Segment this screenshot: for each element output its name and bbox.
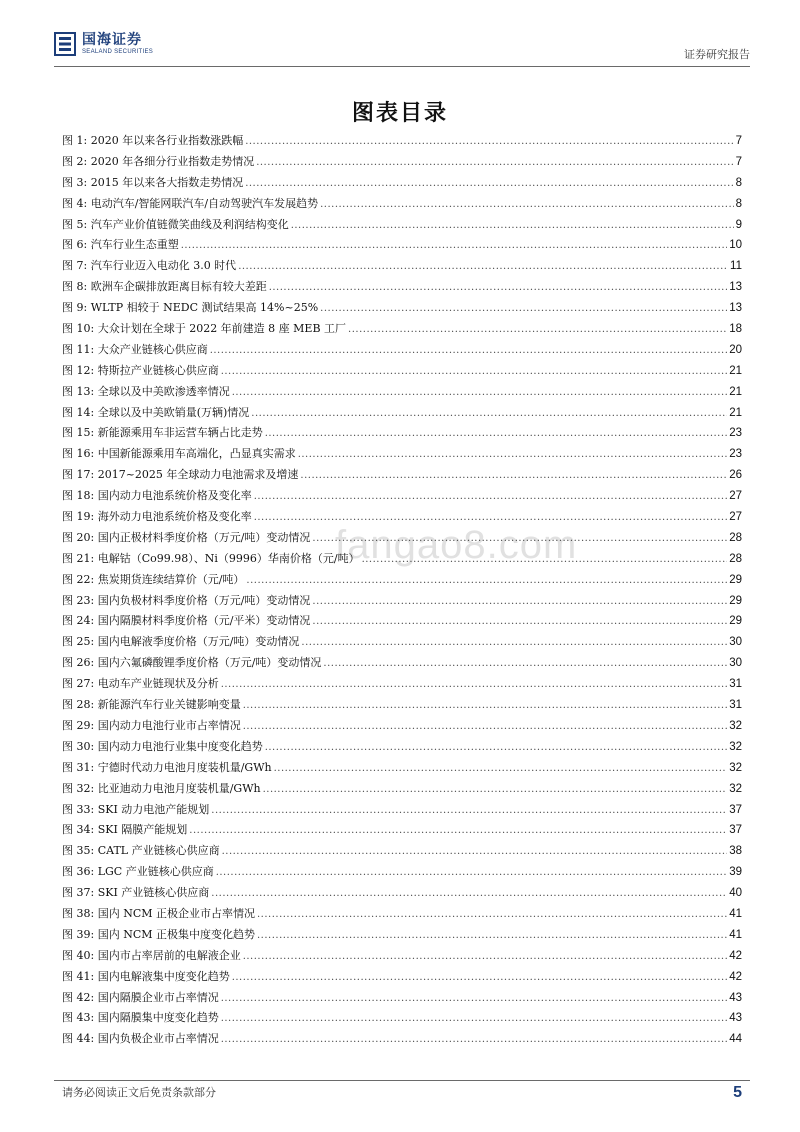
toc-entry[interactable] xyxy=(62,447,742,468)
toc-entry-label: 图 31: 宁德时代动力电池月度装机量/GWh xyxy=(62,760,272,774)
toc-leader-dots xyxy=(298,448,728,462)
toc-leader-dots xyxy=(221,992,728,1006)
toc-entry-page: 13 xyxy=(729,302,742,315)
toc-entry[interactable] xyxy=(62,531,742,552)
logo-name-en: SEALAND SECURITIES xyxy=(82,49,154,55)
toc-leader-dots xyxy=(301,636,727,650)
toc-entry[interactable] xyxy=(62,489,742,510)
toc-entry-page: 27 xyxy=(729,490,742,503)
toc-leader-dots xyxy=(312,532,727,546)
toc-entry-label: 图 33: SKI 动力电池产能规划 xyxy=(62,802,210,816)
toc-entry-page: 21 xyxy=(729,385,742,398)
watermark: fangao8.com xyxy=(335,523,578,567)
toc-entry-label: 图 24: 国内隔膜材料季度价格（元/平米）变动情况 xyxy=(62,614,311,628)
toc-entry-label: 图 14: 全球以及中美欧销量(万辆)情况 xyxy=(62,405,250,419)
toc-leader-dots xyxy=(362,553,728,567)
toc-entry-label: 图 3: 2015 年以来各大指数走势情况 xyxy=(62,175,244,189)
toc-entry-label: 图 17: 2017~2025 年全球动力电池需求及增速 xyxy=(62,468,299,482)
toc-entry-page: 32 xyxy=(729,740,742,753)
toc-entry[interactable] xyxy=(62,364,742,385)
toc-entry-page: 18 xyxy=(729,323,742,336)
toc-entry-page: 40 xyxy=(729,887,742,900)
toc-leader-dots xyxy=(312,595,727,609)
toc-leader-dots xyxy=(211,804,727,818)
toc-entry[interactable] xyxy=(62,468,742,489)
toc-entry-page: 7 xyxy=(735,155,742,168)
toc-entry[interactable] xyxy=(62,761,742,782)
toc-entry[interactable] xyxy=(62,259,742,280)
toc-entry-label: 图 37: SKI 产业链核心供应商 xyxy=(62,886,210,900)
toc-entry[interactable] xyxy=(62,991,742,1012)
toc-entry-page: 31 xyxy=(729,699,742,712)
toc-entry[interactable] xyxy=(62,510,742,531)
sealand-logo-icon xyxy=(54,32,76,56)
toc-entry-label: 图 39: 国内 NCM 正极集中度变化趋势 xyxy=(62,927,255,941)
toc-entry[interactable] xyxy=(62,280,742,301)
toc-leader-dots xyxy=(291,219,734,233)
toc-entry[interactable] xyxy=(62,155,742,176)
toc-leader-dots xyxy=(221,678,728,692)
toc-entry-label: 图 42: 国内隔膜企业市占率情况 xyxy=(62,990,219,1004)
toc-entry-label: 图 28: 新能源汽车行业关键影响变量 xyxy=(62,698,241,712)
toc-entry-label: 图 34: SKI 隔膜产能规划 xyxy=(62,823,188,837)
header-divider xyxy=(54,66,750,67)
toc-entry[interactable] xyxy=(62,301,742,322)
toc-entry[interactable] xyxy=(62,782,742,803)
toc-entry[interactable] xyxy=(62,385,742,406)
toc-entry[interactable] xyxy=(62,1032,742,1053)
toc-leader-dots xyxy=(312,615,727,629)
toc-entry-page: 23 xyxy=(729,448,742,461)
toc-entry-label: 图 44: 国内负极企业市占率情况 xyxy=(62,1032,219,1046)
toc-leader-dots xyxy=(348,323,727,337)
page-title: 图表目录 xyxy=(351,101,448,126)
toc-entry[interactable] xyxy=(62,176,742,197)
toc-entry-page: 10 xyxy=(729,239,742,252)
toc-leader-dots xyxy=(221,1012,728,1026)
toc-entry-label: 图 10: 大众计划在全球于 2022 年前建造 8 座 MEB 工厂 xyxy=(62,322,347,336)
toc-entry-page: 42 xyxy=(729,970,742,983)
toc-entry-label: 图 32: 比亚迪动力电池月度装机量/GWh xyxy=(62,781,261,795)
toc-entry-page: 27 xyxy=(729,511,742,524)
toc-entry[interactable] xyxy=(62,573,742,594)
toc-entry-label: 图 16: 中国新能源乘用车高端化，凸显真实需求 xyxy=(62,447,296,461)
toc-entry[interactable] xyxy=(62,656,742,677)
toc-entry[interactable] xyxy=(62,719,742,740)
toc-leader-dots xyxy=(189,824,727,838)
toc-entry[interactable] xyxy=(62,949,742,970)
toc-entry-page: 20 xyxy=(729,343,742,356)
toc-entry-label: 图 13: 全球以及中美欧渗透率情况 xyxy=(62,384,230,398)
toc-entry-label: 图 21: 电解钴（Co99.98）、Ni（9996）华南价格（元/吨） xyxy=(62,551,360,565)
toc-entry[interactable] xyxy=(62,1011,742,1032)
toc-entry-label: 图 41: 国内电解液集中度变化趋势 xyxy=(62,969,230,983)
toc-leader-dots xyxy=(216,866,728,880)
toc-leader-dots xyxy=(257,908,727,922)
toc-entry[interactable] xyxy=(62,322,742,343)
page-number: 5 xyxy=(733,1084,742,1101)
toc-leader-dots xyxy=(246,574,727,588)
toc-entry-page: 32 xyxy=(729,782,742,795)
toc-entry[interactable] xyxy=(62,740,742,761)
toc-entry[interactable] xyxy=(62,823,742,844)
toc-entry-page: 43 xyxy=(729,1012,742,1025)
toc-entry-page: 28 xyxy=(729,552,742,565)
toc-entry-label: 图 35: CATL 产业链核心供应商 xyxy=(62,844,220,858)
toc-leader-dots xyxy=(300,469,727,483)
toc-leader-dots xyxy=(256,156,733,170)
toc-entry[interactable] xyxy=(62,218,742,239)
footer-divider xyxy=(54,1080,750,1081)
toc-leader-dots xyxy=(265,427,728,441)
toc-entry-label: 图 19: 海外动力电池系统价格及变化率 xyxy=(62,510,252,524)
toc-leader-dots xyxy=(274,762,728,776)
toc-entry[interactable] xyxy=(62,886,742,907)
toc-entry-label: 图 25: 国内电解液季度价格（万元/吨）变动情况 xyxy=(62,635,300,649)
toc-entry-page: 8 xyxy=(735,197,742,210)
toc-entry-page: 42 xyxy=(729,949,742,962)
toc-leader-dots xyxy=(320,198,733,212)
toc-entry[interactable] xyxy=(62,552,742,573)
toc-entry-label: 图 20: 国内正极材料季度价格（万元/吨）变动情况 xyxy=(62,530,311,544)
toc-entry-page: 41 xyxy=(729,907,742,920)
toc-leader-dots xyxy=(245,135,733,149)
toc-entry-label: 图 5: 汽车产业价值链微笑曲线及利润结构变化 xyxy=(62,217,289,231)
toc-leader-dots xyxy=(254,490,728,504)
toc-entry[interactable] xyxy=(62,907,742,928)
toc-leader-dots xyxy=(243,699,728,713)
toc-entry-page: 29 xyxy=(729,594,742,607)
toc-entry-page: 23 xyxy=(729,427,742,440)
toc-entry-label: 图 29: 国内动力电池行业市占率情况 xyxy=(62,718,241,732)
toc-entry[interactable] xyxy=(62,803,742,824)
toc-entry-label: 图 26: 国内六氟磷酸锂季度价格（万元/吨）变动情况 xyxy=(62,656,322,670)
toc-entry-label: 图 43: 国内隔膜集中度变化趋势 xyxy=(62,1011,219,1025)
toc-entry-page: 7 xyxy=(735,135,742,147)
toc-leader-dots xyxy=(251,407,727,421)
toc-entry[interactable] xyxy=(62,698,742,719)
toc-entry[interactable] xyxy=(62,134,742,155)
toc-leader-dots xyxy=(245,177,733,191)
toc-entry[interactable] xyxy=(62,928,742,949)
toc-entry-label: 图 12: 特斯拉产业链核心供应商 xyxy=(62,363,219,377)
toc-entry-page: 21 xyxy=(729,406,742,419)
toc-leader-dots xyxy=(221,1033,728,1047)
toc-entry[interactable] xyxy=(62,635,742,656)
toc-leader-dots xyxy=(232,971,728,985)
toc-entry-label: 图 2: 2020 年各细分行业指数走势情况 xyxy=(62,154,255,168)
toc-entry-page: 29 xyxy=(729,615,742,628)
report-type: 证券研究报告 xyxy=(684,48,750,61)
toc-entry-label: 图 11: 大众产业链核心供应商 xyxy=(62,342,208,356)
toc-leader-dots xyxy=(238,260,728,274)
toc-entry[interactable] xyxy=(62,970,742,991)
toc-entry-label: 图 9: WLTP 相较于 NEDC 测试结果高 14%~25% xyxy=(62,301,319,315)
toc-entry[interactable] xyxy=(62,343,742,364)
toc-leader-dots xyxy=(211,887,727,901)
toc-entry-page: 21 xyxy=(729,364,742,377)
toc-entry-label: 图 30: 国内动力电池行业集中度变化趋势 xyxy=(62,739,263,753)
toc-entry-label: 图 27: 电动车产业链现状及分析 xyxy=(62,677,219,691)
toc-entry[interactable] xyxy=(62,865,742,886)
disclaimer-note: 请务必阅读正文后免责条款部分 xyxy=(62,1086,216,1099)
toc-entry-page: 41 xyxy=(729,928,742,941)
toc-leader-dots xyxy=(243,720,728,734)
toc-leader-dots xyxy=(254,511,728,525)
toc-leader-dots xyxy=(323,657,727,671)
toc-entry-label: 图 23: 国内负极材料季度价格（万元/吨）变动情况 xyxy=(62,593,311,607)
toc-entry-page: 26 xyxy=(729,469,742,482)
company-logo xyxy=(54,32,153,56)
toc-leader-dots xyxy=(265,741,728,755)
figure-list xyxy=(62,134,742,1053)
toc-leader-dots xyxy=(269,281,728,295)
page-header xyxy=(54,32,750,64)
toc-entry-page: 32 xyxy=(729,761,742,774)
toc-leader-dots xyxy=(320,302,727,316)
toc-entry-page: 30 xyxy=(729,636,742,649)
toc-entry-page: 11 xyxy=(730,260,742,273)
toc-entry[interactable] xyxy=(62,238,742,259)
toc-entry[interactable] xyxy=(62,614,742,635)
toc-entry-page: 32 xyxy=(729,719,742,732)
toc-leader-dots xyxy=(243,950,728,964)
toc-entry-page: 44 xyxy=(729,1033,742,1046)
toc-entry-label: 图 1: 2020 年以来各行业指数涨跌幅 xyxy=(62,134,244,147)
toc-entry-page: 38 xyxy=(729,845,742,858)
toc-entry-label: 图 40: 国内市占率居前的电解液企业 xyxy=(62,948,241,962)
logo-name-cn: 国海证券 xyxy=(82,32,142,48)
toc-entry-page: 29 xyxy=(729,573,742,586)
toc-leader-dots xyxy=(181,239,728,253)
toc-leader-dots xyxy=(221,365,728,379)
toc-leader-dots xyxy=(222,845,728,859)
toc-entry-label: 图 36: LGC 产业链核心供应商 xyxy=(62,865,214,879)
toc-entry-page: 39 xyxy=(729,866,742,879)
toc-leader-dots xyxy=(232,386,728,400)
toc-entry-label: 图 4: 电动汽车/智能网联汽车/自动驾驶汽车发展趋势 xyxy=(62,196,319,210)
toc-entry-page: 30 xyxy=(729,657,742,670)
toc-entry-label: 图 6: 汽车行业生态重塑 xyxy=(62,238,179,252)
toc-entry-page: 13 xyxy=(729,281,742,294)
toc-entry-label: 图 18: 国内动力电池系统价格及变化率 xyxy=(62,489,252,503)
toc-entry[interactable] xyxy=(62,426,742,447)
toc-leader-dots xyxy=(257,929,727,943)
toc-entry-page: 37 xyxy=(729,824,742,837)
toc-leader-dots xyxy=(263,783,728,797)
toc-entry-page: 37 xyxy=(729,803,742,816)
toc-entry[interactable] xyxy=(62,594,742,615)
toc-leader-dots xyxy=(210,344,728,358)
toc-entry-page: 31 xyxy=(729,678,742,691)
toc-entry-label: 图 15: 新能源乘用车非运营车辆占比走势 xyxy=(62,426,263,440)
toc-entry-page: 9 xyxy=(735,218,742,231)
toc-entry[interactable] xyxy=(62,406,742,427)
toc-entry-page: 8 xyxy=(735,176,742,189)
toc-entry-label: 图 8: 欧洲车企碳排放距离目标有较大差距 xyxy=(62,280,267,294)
toc-entry-label: 图 22: 焦炭期货连续结算价（元/吨） xyxy=(62,572,245,586)
toc-entry[interactable] xyxy=(62,844,742,865)
toc-entry[interactable] xyxy=(62,677,742,698)
toc-entry-page: 28 xyxy=(729,531,742,544)
toc-entry[interactable] xyxy=(62,197,742,218)
toc-entry-label: 图 38: 国内 NCM 正极企业市占率情况 xyxy=(62,906,255,920)
toc-entry-page: 43 xyxy=(729,991,742,1004)
toc-entry-label: 图 7: 汽车行业迈入电动化 3.0 时代 xyxy=(62,259,237,273)
